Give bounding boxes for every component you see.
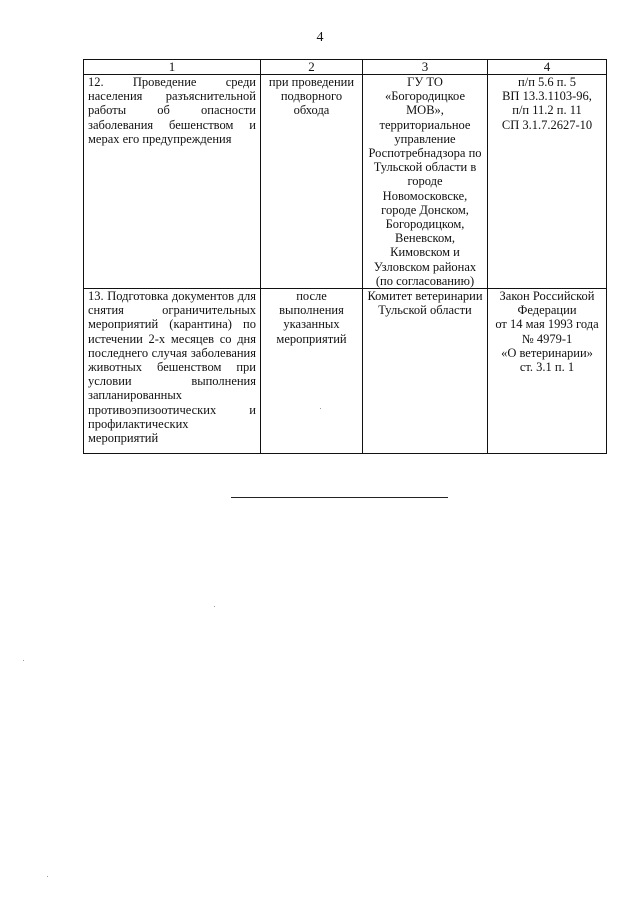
basis-text: Закон Российской Федерации от 14 мая 1993 года № 4979-1 «О ветеринарии» ст. 3.1 п. 1 xyxy=(495,289,599,375)
scan-speck xyxy=(214,606,215,607)
table-row xyxy=(84,289,607,454)
responsible-cell xyxy=(363,75,488,289)
column-header-2: 2 xyxy=(261,60,363,75)
measure-text: 13. Подготовка документов для снятия ограничительных мероприятий (карантина) по истечении 2-х месяцев со дня последнего случая заболевания животных бешенством при условии выполнения запланированных противоэпизоотических и профилактических мероприятий xyxy=(88,289,256,446)
basis-text: п/п 5.6 п. 5 ВП 13.3.1103-96, п/п 11.2 п. 11 СП 3.1.7.2627-10 xyxy=(501,75,593,132)
responsible-cell xyxy=(363,289,488,454)
responsible-text: ГУ ТО «Богородицкое МОВ», территориальное управление Роспотребнадзора по Тульской области в городе Новомосковске, городе Донском, Богородицком, Веневском, Кимовском и Узловском районах (по согласованию) xyxy=(368,75,482,288)
basis-cell xyxy=(488,75,607,289)
page-number: 4 xyxy=(316,30,324,45)
measure-cell xyxy=(84,289,261,454)
table-header-row xyxy=(84,60,607,75)
deadline-cell xyxy=(261,75,363,289)
end-separator-line xyxy=(231,497,448,498)
basis-cell xyxy=(488,289,607,454)
deadline-cell xyxy=(261,289,363,454)
measures-table xyxy=(83,59,607,454)
measure-cell xyxy=(84,75,261,289)
column-header-4: 4 xyxy=(488,60,607,75)
table-row xyxy=(84,75,607,289)
scan-speck xyxy=(47,876,48,877)
scan-speck xyxy=(320,408,321,409)
deadline-text: после выполнения указанных мероприятий xyxy=(276,289,347,346)
column-header-3: 3 xyxy=(363,60,488,75)
column-header-1: 1 xyxy=(84,60,261,75)
responsible-text: Комитет ветеринарии Тульской области xyxy=(367,289,483,318)
measure-text: 12. Проведение среди населения разъяснительной работы об опасности заболевания бешенством и мерах его предупреждения xyxy=(88,75,256,146)
scan-speck xyxy=(23,660,24,661)
deadline-text: при проведении подворного обхода xyxy=(268,75,355,118)
